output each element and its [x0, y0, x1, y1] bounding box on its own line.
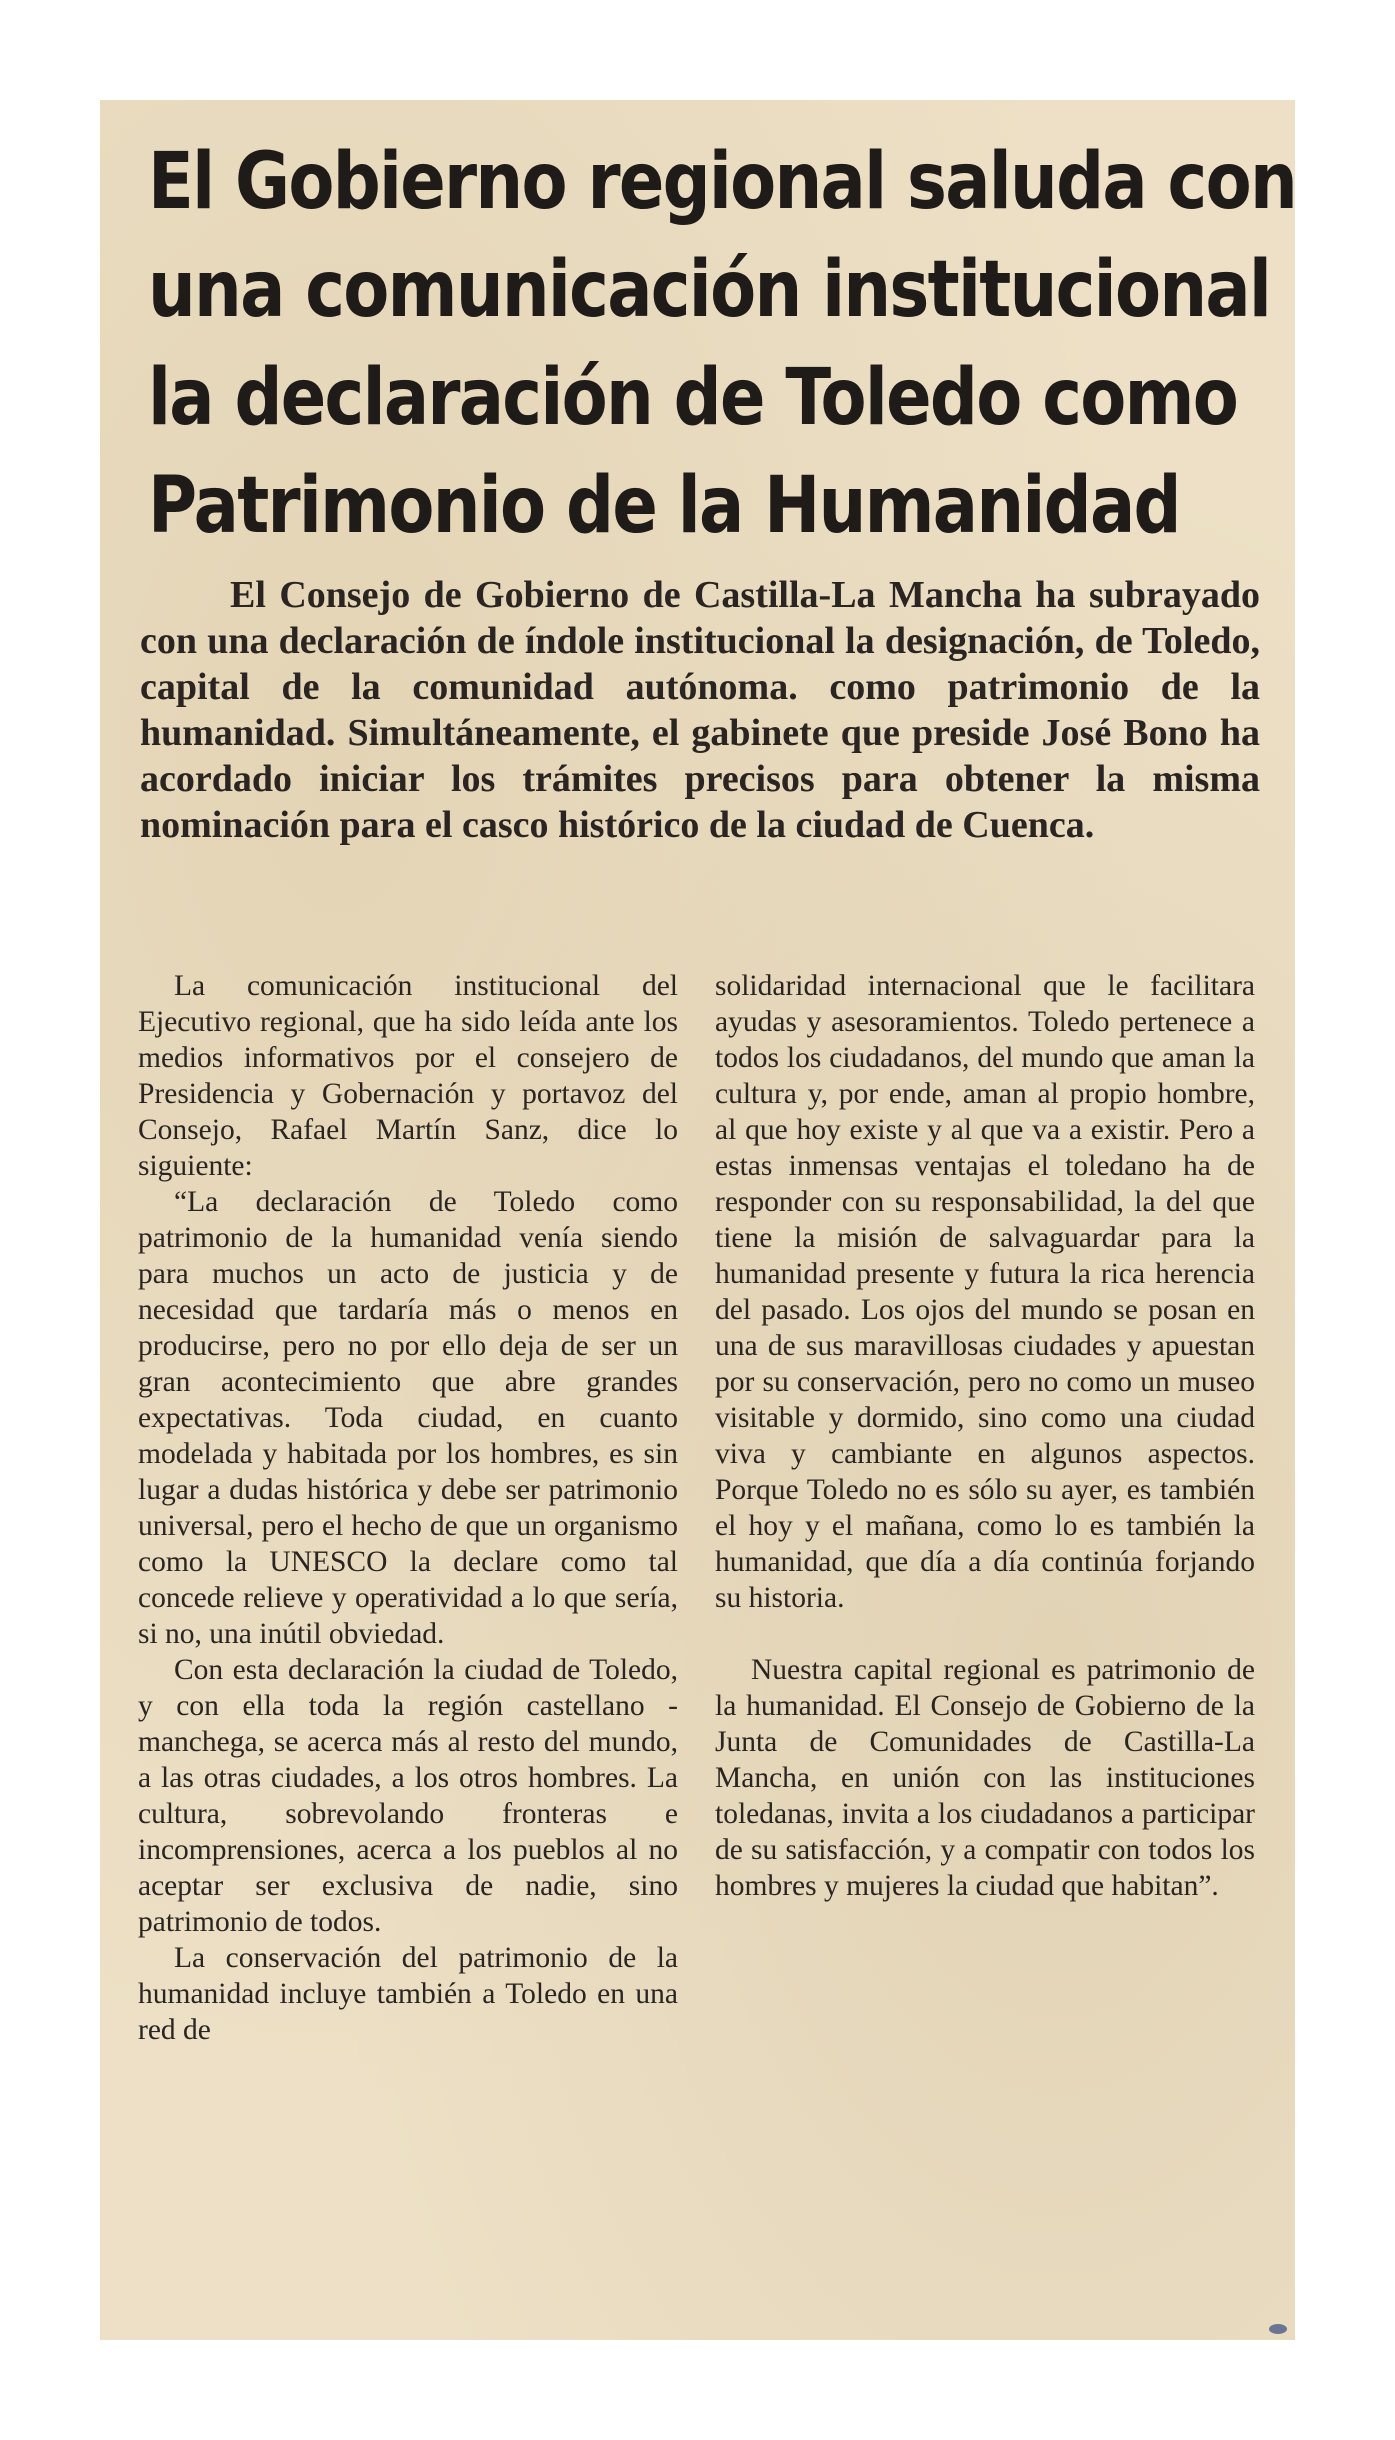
body-paragraph: La conservación del patrimonio de la humanidad incluye también a Toledo en una red de — [138, 1942, 678, 2046]
body-column-right — [715, 968, 1255, 1904]
newspaper-clipping — [100, 100, 1295, 2340]
lead-paragraph: El Consejo de Gobierno de Castilla-La Mancha ha subrayado con una declaración de índole institucional la designación, de Toledo, capital de la comunidad autónoma. como patrimonio de la humanidad. Simultáneamente, el gabinete que preside José Bono ha acordado iniciar los trámites precisos para obtener la misma nominación para el casco histórico de la ciudad de Cuenca. — [140, 574, 1260, 846]
body-paragraph: solidaridad internacional que le facilitara ayudas y asesoramientos. Toledo pertenece a todos los ciudadanos, del mundo que aman la cultura y, por ende, aman al propio hombre, al que hoy existe y al que va a existir. Pero a estas inmensas ventajas el toledano ha de responder con su responsabilidad, la del que tiene la misión de salvaguardar para la humanidad presente y futura la rica herencia del pasado. Los ojos del mundo se posan en una de sus maravillosas ciudades y apuestan por su conservación, pero no como un museo visitable y dormido, sino como una ciudad viva y cambiante en algunos aspectos. Porque Toledo no es sólo su ayer, es también el hoy y el mañana, como lo es también la humanidad, que día a día continúa forjando su historia. — [715, 970, 1255, 1614]
body-paragraph: “La declaración de Toledo como patrimonio de la humanidad venía siendo para muchos un acto de justicia y de necesidad que tardaría más o menos en producirse, pero no por ello deja de ser un gran acontecimiento que abre grandes expectativas. Toda ciudad, en cuanto modelada y habitada por los hombres, es sin lugar a dudas histórica y debe ser patrimonio universal, pero el hecho de que un organismo como la UNESCO la declare como tal concede relieve y operatividad a lo que sería, si no, una inútil obviedad. — [138, 1186, 678, 1650]
headline-line: El Gobierno regional saluda con — [148, 137, 1297, 227]
ink-spot — [1269, 2324, 1287, 2334]
headline-line: la declaración de Toledo como — [148, 353, 1238, 443]
body-paragraph: La comunicación institucional del Ejecutivo regional, que ha sido leída ante los medios informativos por el consejero de Presidencia y Gobernación y portavoz del Consejo, Rafael Martín Sanz, dice lo siguiente: — [138, 970, 678, 1182]
headline — [148, 128, 1297, 560]
headline-line: Patrimonio de la Humanidad — [148, 461, 1180, 551]
body-paragraph: Con esta declaración la ciudad de Toledo, y con ella toda la región castellano - manchega, se acerca más al resto del mundo, a las otras ciudades, a los otros hombres. La cultura, sobrevolando fronteras e incomprensiones, acerca a los pueblos al no aceptar ser exclusiva de nadie, sino patrimonio de todos. — [138, 1654, 678, 1938]
headline-line: una comunicación institucional — [148, 245, 1271, 335]
body-paragraph: Nuestra capital regional es patrimonio de la humanidad. El Consejo de Gobierno de la Junta de Comunidades de Castilla-La Mancha, en unión con las instituciones toledanas, invita a los ciudadanos a participar de su satisfacción, y a compatir con todos los hombres y mujeres la ciudad que habitan”. — [715, 1654, 1255, 1902]
body-column-left — [138, 968, 678, 2048]
